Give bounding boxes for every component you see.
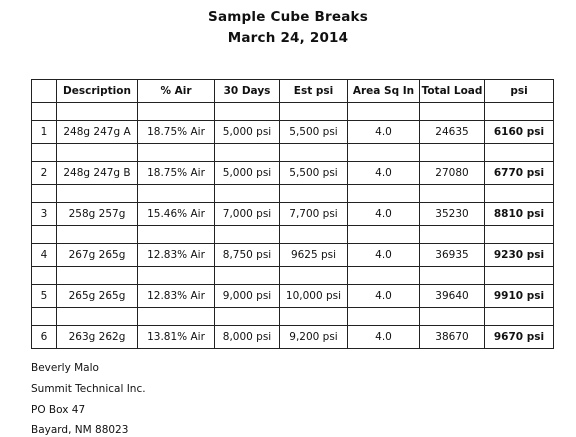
empty-cell xyxy=(485,144,554,162)
table-row xyxy=(32,326,554,349)
row-total-load: 27080 xyxy=(420,162,485,185)
row-total-load: 24635 xyxy=(420,121,485,144)
empty-cell xyxy=(348,103,420,121)
row-description: 265g 265g xyxy=(57,285,138,308)
address-company: Summit Technical Inc. xyxy=(31,383,146,395)
empty-cell xyxy=(215,308,280,326)
empty-cell xyxy=(215,185,280,203)
table-row xyxy=(32,285,554,308)
row-air: 12.83% Air xyxy=(138,285,215,308)
row-30-days: 5,000 psi xyxy=(215,162,280,185)
row-air: 15.46% Air xyxy=(138,203,215,226)
row-air: 18.75% Air xyxy=(138,162,215,185)
row-index: 5 xyxy=(32,285,57,308)
address-name: Beverly Malo xyxy=(31,362,99,374)
document-date: March 24, 2014 xyxy=(227,30,349,46)
empty-cell xyxy=(348,185,420,203)
header-30-days: 30 Days xyxy=(215,80,280,103)
row-total-load: 35230 xyxy=(420,203,485,226)
row-description: 258g 257g xyxy=(57,203,138,226)
empty-cell xyxy=(485,103,554,121)
row-psi: 9230 psi xyxy=(485,244,554,267)
empty-cell xyxy=(215,267,280,285)
row-air: 18.75% Air xyxy=(138,121,215,144)
empty-cell xyxy=(57,144,138,162)
empty-cell xyxy=(485,226,554,244)
empty-cell xyxy=(215,103,280,121)
row-est-psi: 9625 psi xyxy=(280,244,348,267)
empty-cell xyxy=(215,226,280,244)
address-city: Bayard, NM 88023 xyxy=(31,424,129,436)
row-air: 12.83% Air xyxy=(138,244,215,267)
row-index: 3 xyxy=(32,203,57,226)
spacer-row xyxy=(32,267,554,285)
empty-cell xyxy=(420,308,485,326)
spacer-row xyxy=(32,103,554,121)
row-index: 2 xyxy=(32,162,57,185)
empty-cell xyxy=(420,103,485,121)
row-30-days: 8,750 psi xyxy=(215,244,280,267)
empty-cell xyxy=(57,308,138,326)
empty-cell xyxy=(280,267,348,285)
empty-cell xyxy=(32,226,57,244)
row-description: 263g 262g xyxy=(57,326,138,349)
row-description: 248g 247g A xyxy=(57,121,138,144)
row-index: 4 xyxy=(32,244,57,267)
empty-cell xyxy=(485,308,554,326)
empty-cell xyxy=(420,144,485,162)
empty-cell xyxy=(280,185,348,203)
row-description: 267g 265g xyxy=(57,244,138,267)
row-30-days: 8,000 psi xyxy=(215,326,280,349)
header-index xyxy=(32,80,57,103)
empty-cell xyxy=(32,103,57,121)
empty-cell xyxy=(215,144,280,162)
empty-cell xyxy=(57,267,138,285)
spacer-row xyxy=(32,185,554,203)
row-est-psi: 5,500 psi xyxy=(280,121,348,144)
table-row xyxy=(32,162,554,185)
row-30-days: 5,000 psi xyxy=(215,121,280,144)
empty-cell xyxy=(32,185,57,203)
row-30-days: 7,000 psi xyxy=(215,203,280,226)
row-area: 4.0 xyxy=(348,285,420,308)
table-row xyxy=(32,203,554,226)
row-area: 4.0 xyxy=(348,326,420,349)
empty-cell xyxy=(420,185,485,203)
address-pobox: PO Box 47 xyxy=(31,404,86,416)
empty-cell xyxy=(280,226,348,244)
row-area: 4.0 xyxy=(348,162,420,185)
empty-cell xyxy=(32,267,57,285)
row-est-psi: 7,700 psi xyxy=(280,203,348,226)
table-row xyxy=(32,121,554,144)
header-total-load: Total Load xyxy=(420,80,485,103)
empty-cell xyxy=(348,308,420,326)
empty-cell xyxy=(138,267,215,285)
spacer-row xyxy=(32,144,554,162)
empty-cell xyxy=(57,103,138,121)
row-total-load: 36935 xyxy=(420,244,485,267)
header-air: % Air xyxy=(138,80,215,103)
empty-cell xyxy=(280,103,348,121)
empty-cell xyxy=(57,185,138,203)
empty-cell xyxy=(348,144,420,162)
empty-cell xyxy=(138,226,215,244)
header-est-psi: Est psi xyxy=(280,80,348,103)
empty-cell xyxy=(32,144,57,162)
row-psi: 9670 psi xyxy=(485,326,554,349)
empty-cell xyxy=(420,226,485,244)
header-row xyxy=(32,80,554,103)
table-row xyxy=(32,244,554,267)
header-area: Area Sq In xyxy=(348,80,420,103)
row-index: 1 xyxy=(32,121,57,144)
row-area: 4.0 xyxy=(348,203,420,226)
spacer-row xyxy=(32,308,554,326)
empty-cell xyxy=(138,308,215,326)
row-est-psi: 5,500 psi xyxy=(280,162,348,185)
row-air: 13.81% Air xyxy=(138,326,215,349)
empty-cell xyxy=(138,185,215,203)
row-est-psi: 10,000 psi xyxy=(280,285,348,308)
cube-breaks-table xyxy=(31,79,554,349)
empty-cell xyxy=(348,226,420,244)
empty-cell xyxy=(138,144,215,162)
empty-cell xyxy=(348,267,420,285)
row-area: 4.0 xyxy=(348,121,420,144)
row-30-days: 9,000 psi xyxy=(215,285,280,308)
empty-cell xyxy=(420,267,485,285)
empty-cell xyxy=(138,103,215,121)
row-area: 4.0 xyxy=(348,244,420,267)
row-total-load: 39640 xyxy=(420,285,485,308)
empty-cell xyxy=(485,185,554,203)
row-index: 6 xyxy=(32,326,57,349)
empty-cell xyxy=(280,308,348,326)
document-title: Sample Cube Breaks xyxy=(208,9,368,25)
header-psi: psi xyxy=(485,80,554,103)
row-total-load: 38670 xyxy=(420,326,485,349)
row-psi: 9910 psi xyxy=(485,285,554,308)
header-description: Description xyxy=(57,80,138,103)
empty-cell xyxy=(485,267,554,285)
row-psi: 6160 psi xyxy=(485,121,554,144)
empty-cell xyxy=(57,226,138,244)
row-psi: 8810 psi xyxy=(485,203,554,226)
row-description: 248g 247g B xyxy=(57,162,138,185)
empty-cell xyxy=(32,308,57,326)
row-est-psi: 9,200 psi xyxy=(280,326,348,349)
row-psi: 6770 psi xyxy=(485,162,554,185)
spacer-row xyxy=(32,226,554,244)
empty-cell xyxy=(280,144,348,162)
